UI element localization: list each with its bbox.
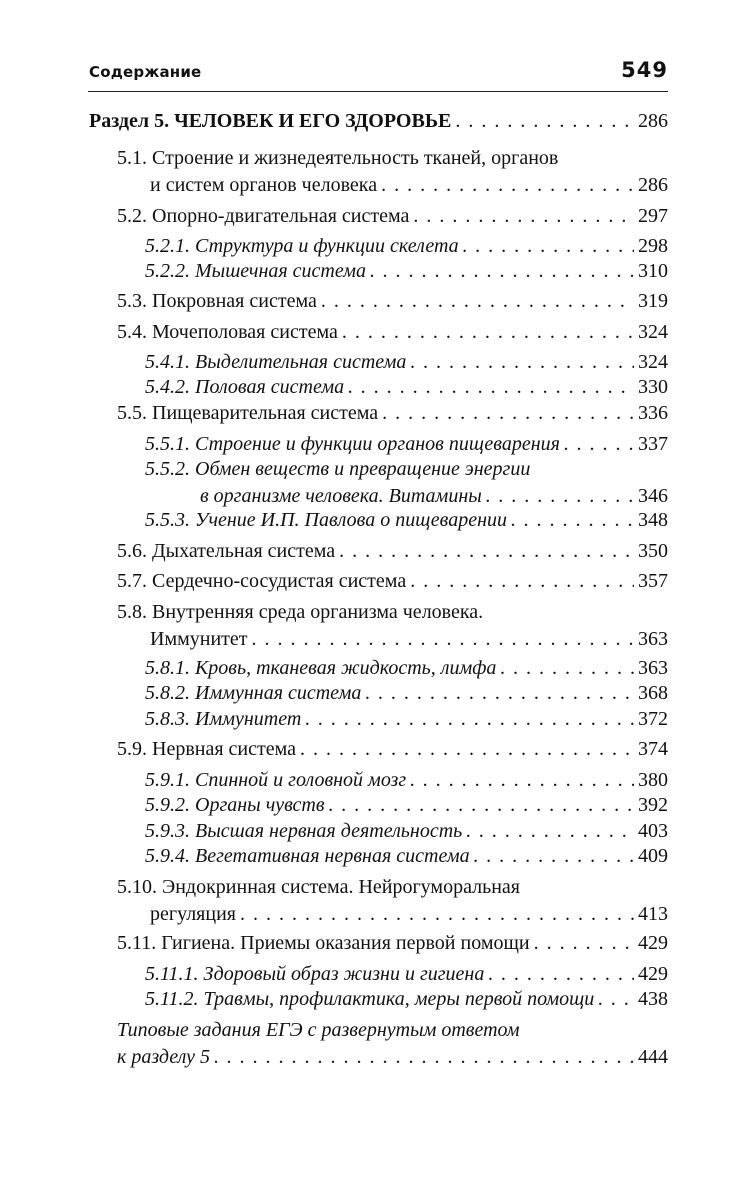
toc-entry (0, 203, 756, 230)
leader-dots (564, 431, 634, 457)
leader-dots (339, 538, 634, 564)
toc-entry-title: 5.11.1. Здоровый образ жизни и гигиена (145, 963, 485, 985)
toc-entry-title: 5.8.1. Кровь, тканевая жидкость, лимфа (145, 657, 497, 679)
toc-entry-title: 5.8.2. Иммунная система (145, 682, 362, 704)
toc-page-number: 372 (638, 708, 668, 730)
toc-entry-title: 5.2. Опорно-двигательная система (117, 205, 410, 227)
toc-page-number: 298 (638, 235, 668, 257)
toc-entry-title: регуляция (150, 903, 236, 925)
toc-entry (0, 431, 756, 458)
leader-dots (488, 961, 634, 987)
toc-page-number: 330 (638, 376, 668, 398)
toc-page-number: 357 (638, 570, 668, 592)
leader-dots (252, 626, 634, 652)
toc-entry-title: Раздел 5. ЧЕЛОВЕК И ЕГО ЗДОРОВЬЕ (89, 110, 452, 132)
toc-entry (0, 400, 756, 427)
toc-entry-title: 5.3. Покровная система (117, 290, 317, 312)
toc-entry (0, 319, 756, 346)
toc-entry-title: к разделу 5 (117, 1046, 210, 1068)
toc-entry (0, 374, 756, 401)
leader-dots (370, 258, 634, 284)
toc-page-number: 286 (638, 110, 668, 132)
running-header-title: Содержание (89, 63, 202, 81)
leader-dots (455, 108, 634, 134)
toc-entry (0, 568, 756, 595)
toc-page-number: 336 (638, 402, 668, 424)
toc-entry-title: Иммунитет (150, 628, 248, 650)
leader-dots (410, 568, 634, 594)
toc-entry-title: 5.4.2. Половая система (145, 376, 345, 398)
toc-page-number: 409 (638, 845, 668, 867)
toc-entry (0, 961, 756, 988)
toc-page-number: 403 (638, 820, 668, 842)
toc-entry-title: 5.9.1. Спинной и головной мозг (145, 769, 407, 791)
toc-page-number: 438 (638, 988, 668, 1010)
leader-dots (410, 349, 634, 375)
toc-entry (0, 680, 756, 707)
toc-entry (0, 507, 756, 534)
leader-dots (365, 680, 634, 706)
toc-entry-title: 5.10. Эндокринная система. Нейрогуморальная (117, 876, 521, 898)
toc-page-number: 310 (638, 260, 668, 282)
toc-page-number: 374 (638, 738, 668, 760)
toc-entry-title: 5.11.2. Травмы, профилактика, меры первой помощи (145, 988, 595, 1010)
toc-page-number: 324 (638, 321, 668, 343)
leader-dots (214, 1044, 634, 1070)
leader-dots (474, 843, 634, 869)
leader-dots (381, 172, 634, 198)
leader-dots (466, 818, 634, 844)
toc-entry-title: 5.5.1. Строение и функции органов пищеварения (145, 433, 560, 455)
toc-entry (0, 349, 756, 376)
leader-dots (382, 400, 634, 426)
toc-entry (0, 288, 756, 315)
toc-page-number: 363 (638, 628, 668, 650)
toc-entry (0, 706, 756, 733)
toc-page-number: 348 (638, 509, 668, 531)
leader-dots (413, 203, 634, 229)
leader-dots (463, 233, 634, 259)
toc-entry-title: 5.9.2. Органы чувств (145, 794, 325, 816)
toc-entry-title: 5.8. Внутренняя среда организма человека. (117, 601, 484, 623)
toc-page-number: 286 (638, 174, 668, 196)
leader-dots (305, 706, 634, 732)
toc-entry (0, 843, 756, 870)
toc-page-number: 324 (638, 351, 668, 373)
toc-entry-title: 5.9. Нервная система (117, 738, 297, 760)
toc-entry (0, 736, 756, 763)
toc-entry-title: и систем органов человека (150, 174, 378, 196)
page-number: 549 (621, 58, 668, 82)
toc-entry-title: Типовые задания ЕГЭ с развернутым ответом (117, 1019, 520, 1041)
toc-entry (0, 655, 756, 682)
toc-entry-title: 5.5.3. Учение И.П. Павлова о пищеварении (145, 509, 508, 531)
toc-entry (0, 1017, 756, 1071)
toc-entry-title: 5.6. Дыхательная система (117, 540, 336, 562)
toc-entry (0, 930, 756, 957)
leader-dots (500, 655, 634, 681)
toc-entry-title: 5.5.2. Обмен веществ и превращение энергии (145, 458, 531, 480)
toc-page-number: 380 (638, 769, 668, 791)
toc-entry (0, 258, 756, 285)
toc-entry-title: 5.9.3. Высшая нервная деятельность (145, 820, 463, 842)
toc-entry-title: 5.8.3. Иммунитет (145, 708, 302, 730)
toc-entry (0, 874, 756, 928)
toc-page-number: 413 (638, 903, 668, 925)
toc-page-number: 346 (638, 485, 668, 507)
toc-entry-title: 5.5. Пищеварительная система (117, 402, 379, 424)
toc-entry (0, 986, 756, 1013)
leader-dots (321, 288, 634, 314)
toc-entry (0, 538, 756, 565)
toc-entry (0, 767, 756, 794)
toc-entry (0, 792, 756, 819)
toc-page-number: 350 (638, 540, 668, 562)
toc-entry (0, 456, 756, 510)
leader-dots (598, 986, 634, 1012)
toc-page-number: 363 (638, 657, 668, 679)
toc-page-number: 368 (638, 682, 668, 704)
leader-dots (511, 507, 634, 533)
leader-dots (240, 901, 634, 927)
toc-entry (0, 599, 756, 653)
toc-entry-title: в организме человека. Витамины (200, 485, 482, 507)
leader-dots (342, 319, 634, 345)
toc-page-number: 429 (638, 932, 668, 954)
toc-page-number: 337 (638, 433, 668, 455)
leader-dots (410, 767, 634, 793)
leader-dots (348, 374, 634, 400)
toc-entry-title: 5.9.4. Вегетативная нервная система (145, 845, 470, 867)
leader-dots (486, 483, 634, 509)
toc-entry (0, 818, 756, 845)
toc-page-number: 319 (638, 290, 668, 312)
toc-entry-title: 5.7. Сердечно-сосудистая система (117, 570, 407, 592)
toc-page-number: 444 (638, 1046, 668, 1068)
toc-entry-title: 5.2.1. Структура и функции скелета (145, 235, 459, 257)
toc-page-number: 429 (638, 963, 668, 985)
leader-dots (329, 792, 634, 818)
toc-entry (0, 145, 756, 199)
toc-entry-title: 5.4. Мочеполовая система (117, 321, 338, 343)
toc-entry (0, 108, 756, 135)
toc-page-number: 392 (638, 794, 668, 816)
toc-entry (0, 233, 756, 260)
toc-entry-title: 5.2.2. Мышечная система (145, 260, 367, 282)
toc-page-number: 297 (638, 205, 668, 227)
toc-entry-title: 5.4.1. Выделительная система (145, 351, 407, 373)
toc-entry-title: 5.1. Строение и жизнедеятельность тканей, органов (117, 147, 559, 169)
leader-dots (300, 736, 634, 762)
leader-dots (534, 930, 634, 956)
toc-entry-title: 5.11. Гигиена. Приемы оказания первой помощи (117, 932, 530, 954)
